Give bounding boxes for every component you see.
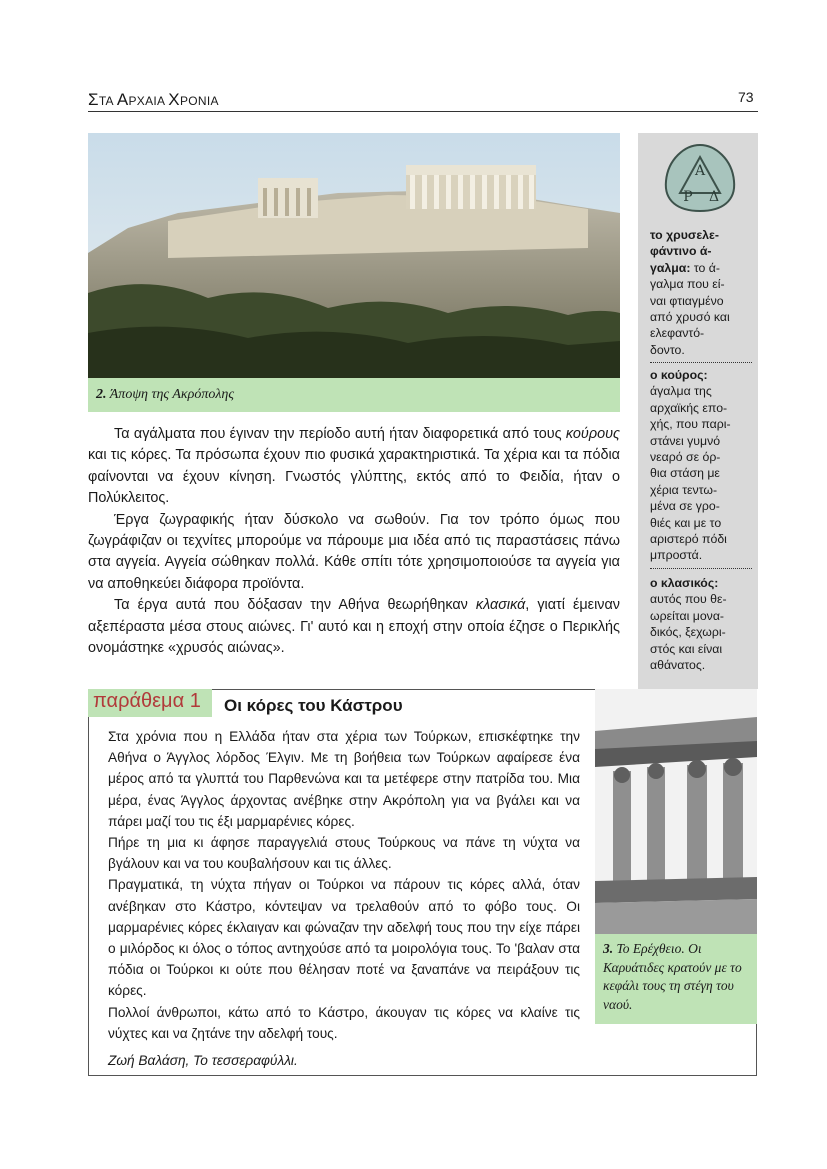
glossary-definition: αριστερό πόδι xyxy=(650,532,727,547)
quotation-title: Οι κόρες του Κάστρου xyxy=(224,696,403,715)
header-title-part: Χ xyxy=(168,90,180,109)
glossary-line xyxy=(650,657,752,673)
glossary-definition: δοντο. xyxy=(650,342,685,357)
quotation-paragraph: Στα χρόνια που η Ελλάδα ήταν στα χέρια των Τούρκων, επισκέφτηκε την Αθήνα ο Άγγλος λόρδος Έλγιν. Με τη βοήθεια των Τούρκων αφαίρεσε ένα μέρος από τα γλυπτά του Παρθενώνα και τα μετέφερε στην πατρίδα του. Μια μέρα, ένας Άγγλος άρχοντας ανέβηκε στην Ακρόπολη για να βγάλει και να πάρει μαζί του τις έξι μαρμαρένιες κόρες. xyxy=(108,729,580,829)
glossary-definition: αυτός που θε- xyxy=(650,592,727,607)
glossary-term: ο κούρος: xyxy=(650,368,708,382)
glossary-definition: γαλμα που εί- xyxy=(650,277,725,292)
header-title-part: ΡΟΝΙΑ xyxy=(179,94,219,108)
glossary-line xyxy=(650,641,752,657)
figure-caption-label: Το Ερέχθειο. Οι Καρυάτιδες κρατούν με το κεφάλι τους τη στέγη του ναού. xyxy=(603,941,742,1012)
header-divider xyxy=(88,111,758,112)
glossary-line xyxy=(650,309,752,325)
quotation-tag-label: παράθεμα 1 xyxy=(93,690,201,712)
glossary-definition: θιές και με το xyxy=(650,515,722,530)
figure-caption-text xyxy=(603,940,753,1014)
glossary-definition: αθάνατος. xyxy=(650,658,706,673)
glossary-definition: από χρυσό και xyxy=(650,310,730,325)
glossary-definition: χής, που παρι- xyxy=(650,417,731,432)
logo-letter: Δ xyxy=(708,189,720,205)
body-paragraph xyxy=(88,595,620,659)
text-run: και τις κόρες. Τα πρόσωπα έχουν πιο φυσικά χαρακτηριστικά. Τα χέρια και τα πόδια φαίνονται να έχουν κίνηση. Γνωστός γλύπτης, εκτός από το Φειδία, ήταν ο Πολύκλειτος. xyxy=(88,447,620,507)
page-number: 73 xyxy=(738,89,754,105)
body-paragraph xyxy=(88,510,620,596)
glossary-sidebar xyxy=(638,133,758,689)
glossary-definition: δικός, ξεχωρι- xyxy=(650,625,726,640)
caryatids-illustration xyxy=(595,689,757,934)
glossary-line xyxy=(650,624,752,640)
glossary-definition: αρχαϊκής επο- xyxy=(650,400,728,415)
text-run: , γιατί έμειναν αξεπέραστα μέσα στους αιώνες. Γι' αυτό και η εποχή στην οποία έζησε ο Περικλής ονομάστηκε «χρυσός αιώνας». xyxy=(88,597,620,657)
glossary-line xyxy=(650,260,752,276)
glossary-line xyxy=(650,227,752,243)
main-text xyxy=(88,424,620,659)
glossary-entry xyxy=(650,575,752,673)
body-paragraph xyxy=(88,424,620,510)
glossary-line xyxy=(650,433,752,449)
header-title-part: ΤΑ xyxy=(98,94,117,108)
glossary-term: ο κλασικός: xyxy=(650,576,719,590)
figure-caption xyxy=(88,378,620,412)
quotation-paragraph: Πολλοί άνθρωποι, κάτω από το Κάστρο, άκουγαν τις κόρες να κλαίνε τις νύχτες και να ζητάνε την αδελφή τους. xyxy=(108,1004,580,1041)
glossary-definition: ναι φτιαγμένο xyxy=(650,293,724,308)
publisher-logo xyxy=(660,141,740,215)
header-title-part: Σ xyxy=(88,90,99,109)
glossary-definition: μένα σε γρο- xyxy=(650,499,720,514)
glossary-line xyxy=(650,608,752,624)
quotation-text xyxy=(108,726,580,1071)
glossary-definition: στός και είναι xyxy=(650,641,723,656)
glossary-definition: θια στάση με xyxy=(650,466,720,481)
glossary-definition: ωρείται μονα- xyxy=(650,608,725,623)
header-title-part: Α xyxy=(116,90,129,109)
glossary-line xyxy=(650,515,752,531)
logo-letter: Ρ xyxy=(683,189,693,205)
glossary-line xyxy=(650,531,752,547)
glossary-line xyxy=(650,325,752,341)
glossary-line xyxy=(650,416,752,432)
running-header xyxy=(88,90,219,110)
header-title-part: ΡΧΑΙΑ xyxy=(128,94,169,108)
glossary-line xyxy=(650,498,752,514)
glossary-definition: ελεφαντό- xyxy=(650,326,705,341)
glossary-line xyxy=(650,400,752,416)
acropolis-photo xyxy=(88,133,620,378)
glossary-line xyxy=(650,575,752,591)
glossary-definition: άγαλμα της xyxy=(650,384,712,399)
glossary-line xyxy=(650,367,752,383)
glossary-line xyxy=(650,276,752,292)
glossary-term: φάντινο ά- xyxy=(650,244,712,259)
text-run: Έργα ζωγραφικής ήταν δύσκολο να σωθούν. Για τον τρόπο όμως που ζωγράφιζαν οι τεχνίτες μπορούμε να πάρουμε μια ιδέα από τις παραστάσεις πάνω στα αγγεία. Αγγεία σώθηκαν πολλά. Κάθε σπίτι τότε χρησιμοποιούσε τα αγγεία για να αποθηκεύει διάφορα προϊόντα. xyxy=(88,511,620,592)
glossary-divider xyxy=(650,568,752,569)
glossary-line xyxy=(650,383,752,399)
text-run: Τα έργα αυτά που δόξασαν την Αθήνα θεωρήθηκαν xyxy=(114,597,476,614)
text-run: Τα αγάλματα που έγιναν την περίοδο αυτή ήταν διαφορετικά από τους xyxy=(114,426,566,442)
quotation-paragraph: Πραγματικά, τη νύχτα πήγαν οι Τούρκοι να πάρουν τις κόρες αλλά, όταν ανέβηκαν στο Κάστρο, κόντεψαν να τρελαθούν από το φόβο τους. Οι μαρμαρένιες κόρες έκλαιγαν και φώναζαν την αδελφή τους που την είχε πάρει ο μιλόρδος κι όλος ο τόπος αντηχούσε από τα μοιρολόγια τους. Το 'βαλαν στα πόδια οι Τούρκοι κι ούτε που θέλησαν ποτέ να ξαναπάνε να πειράξουν τις κόρες. xyxy=(108,877,580,999)
emphasized-term: κούρους xyxy=(565,426,620,442)
quotation-tag xyxy=(88,689,212,717)
glossary-entry xyxy=(650,227,752,358)
glossary-line xyxy=(650,465,752,481)
quotation-paragraph: Πήρε τη μια κι άφησε παραγγελιά στους Τούρκους να πάνε τη νύχτα να βγάλουν και να του κουβαλήσουν και τις άλλες. xyxy=(108,835,580,872)
figure-number: 2. xyxy=(96,387,107,402)
figure-number: 3. xyxy=(603,941,614,956)
glossary-line xyxy=(650,591,752,607)
glossary-definition: χέρια τεντω- xyxy=(650,482,718,497)
glossary-line xyxy=(650,547,752,563)
quotation-source: Ζωή Βαλάση, Το τεσσεραφύλλι. xyxy=(108,1053,298,1069)
glossary-definition: νεαρό σε όρ- xyxy=(650,450,721,465)
acropolis-illustration xyxy=(88,133,620,378)
logo-letter: Α xyxy=(694,163,706,179)
caryatids-photo xyxy=(595,689,757,934)
glossary-definition: μπροστά. xyxy=(650,548,703,563)
glossary-definition: το ά- xyxy=(690,260,720,275)
figure-caption-text xyxy=(96,387,234,403)
figure-caption xyxy=(595,934,757,1024)
emphasized-term: κλασικά xyxy=(475,597,526,614)
glossary-line xyxy=(650,243,752,259)
figure-caption-label: Άποψη της Ακρόπολης xyxy=(106,387,235,402)
glossary-term: γαλμα: xyxy=(650,260,691,275)
glossary-line xyxy=(650,482,752,498)
glossary-entry xyxy=(650,367,752,564)
glossary-divider xyxy=(650,362,752,363)
glossary-definition: στάνει γυμνό xyxy=(650,433,721,448)
glossary-line xyxy=(650,449,752,465)
glossary-term: το χρυσελε- xyxy=(650,228,719,242)
glossary-line xyxy=(650,342,752,358)
glossary-line xyxy=(650,293,752,309)
